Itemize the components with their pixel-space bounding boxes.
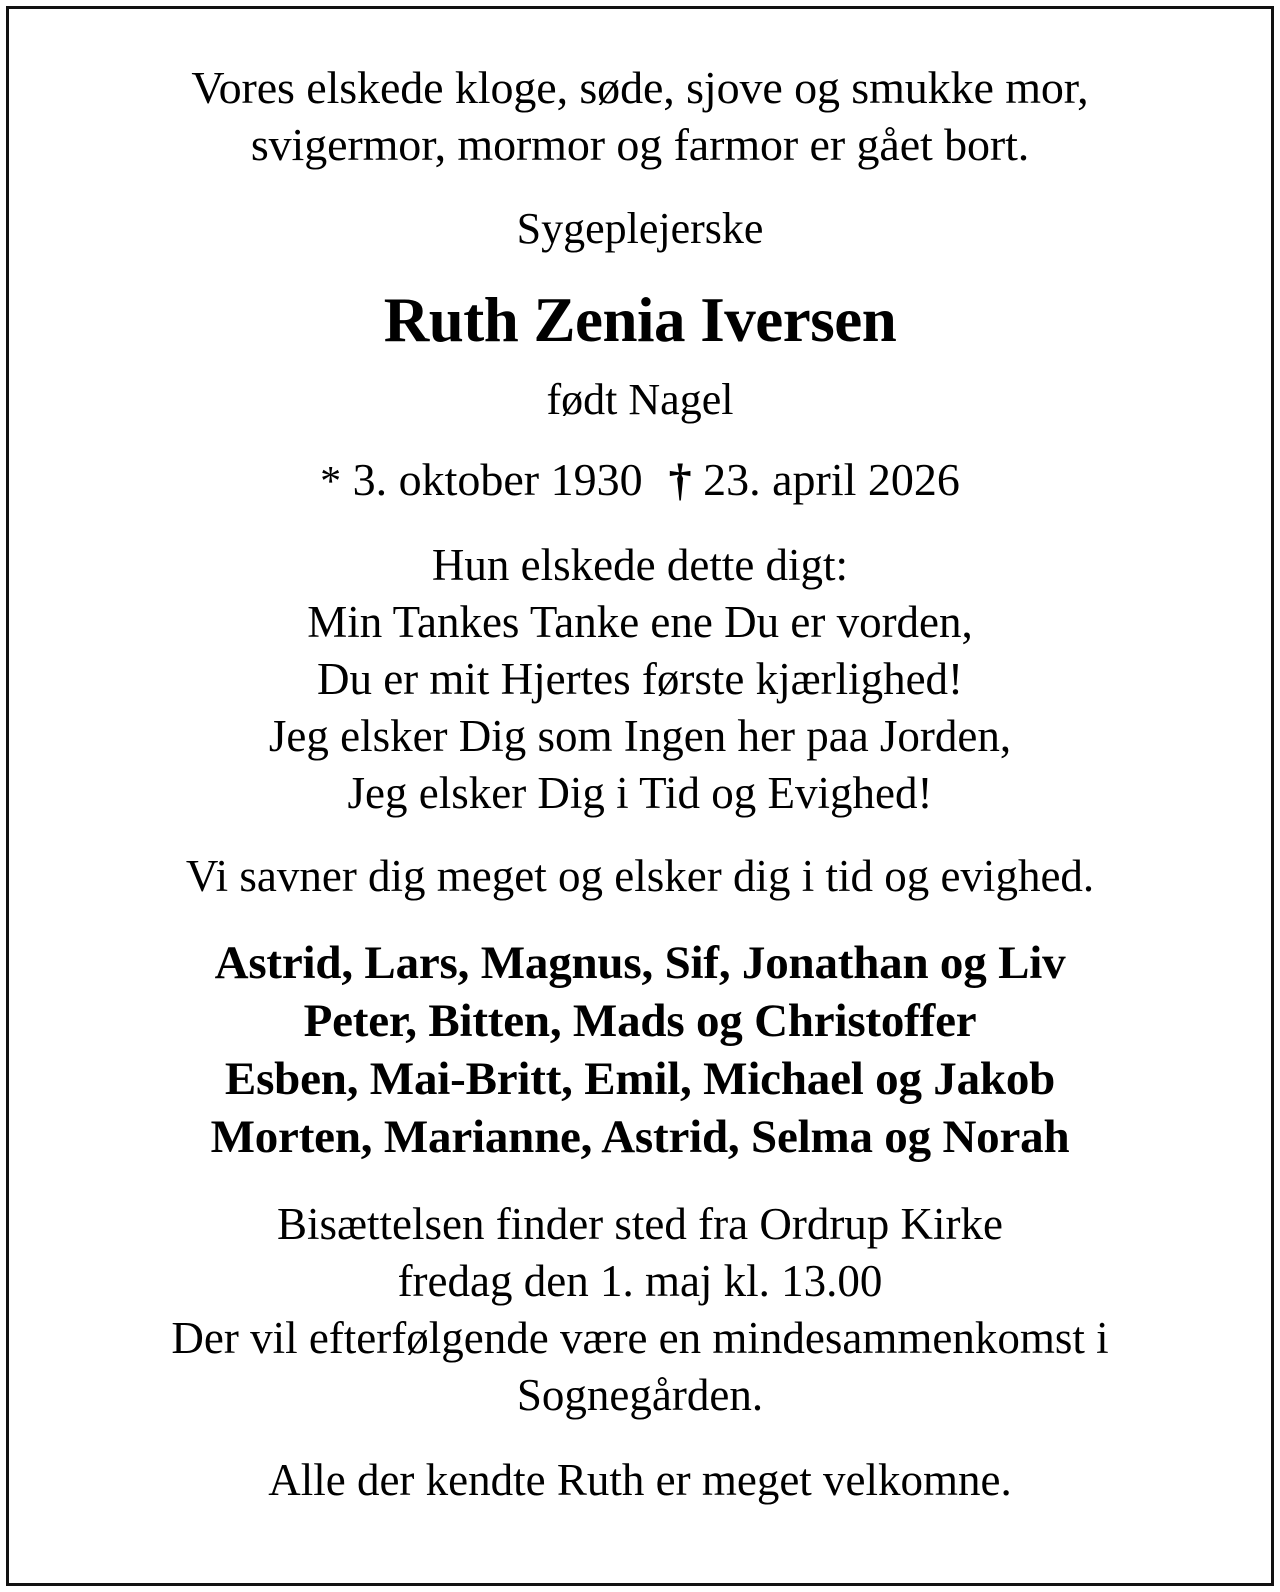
poem-intro: Hun elskede dette digt: — [431, 540, 849, 590]
profession-title — [67, 201, 1213, 257]
poem-line: Jeg elsker Dig i Tid og Evighed! — [347, 768, 933, 818]
family-line: Morten, Marianne, Astrid, Selma og Norah — [210, 1111, 1070, 1163]
farewell-message — [67, 848, 1213, 904]
family-line: Esben, Mai-Britt, Emil, Michael og Jakob — [224, 1053, 1056, 1105]
intro-paragraph — [67, 59, 1213, 173]
birth-date: 3. oktober 1930 — [352, 454, 643, 505]
arrangement-line: fredag den 1. maj kl. 13.00 — [397, 1256, 883, 1306]
notice-border-frame — [6, 6, 1274, 1586]
poem-line: Du er mit Hjertes første kjærlighed! — [316, 654, 964, 704]
life-dates-line — [67, 451, 1213, 511]
arrangement-line: Sognegården. — [516, 1370, 764, 1420]
arrangement-line: Bisættelsen finder sted fra Ordrup Kirke — [276, 1199, 1004, 1249]
deceased-name — [67, 283, 1213, 357]
family-line: Peter, Bitten, Mads og Christoffer — [303, 995, 977, 1047]
intro-line: svigermor, mormor og farmor er gået bort. — [250, 119, 1030, 170]
family-line: Astrid, Lars, Magnus, Sif, Jonathan og Liv — [214, 937, 1066, 989]
arrangement-line: Der vil efterfølgende være en mindesammenkomst i — [171, 1313, 1109, 1363]
welcome-text: Alle der kendte Ruth er meget velkomne. — [268, 1455, 1012, 1505]
maiden-name — [67, 373, 1213, 427]
intro-line: Vores elskede kloge, søde, sjove og smukke mor, — [191, 62, 1089, 113]
deceased-name-text: Ruth Zenia Iversen — [383, 285, 897, 355]
death-date: 23. april 2026 — [703, 454, 960, 505]
funeral-arrangements — [67, 1196, 1213, 1424]
farewell-text: Vi savner dig meget og elsker dig i tid og evighed. — [185, 851, 1095, 901]
surviving-family-names — [67, 934, 1213, 1166]
profession-label: Sygeplejerske — [516, 204, 764, 253]
welcome-note — [67, 1452, 1213, 1508]
maiden-name-text: født Nagel — [546, 375, 734, 424]
poem-line: Min Tankes Tanke ene Du er vorden, — [307, 597, 973, 647]
birth-star-icon: * — [320, 459, 342, 505]
death-cross-icon: † — [668, 454, 692, 505]
life-dates — [67, 451, 1213, 511]
poem-line: Jeg elsker Dig som Ingen her paa Jorden, — [268, 711, 1012, 761]
poem-section — [67, 537, 1213, 822]
